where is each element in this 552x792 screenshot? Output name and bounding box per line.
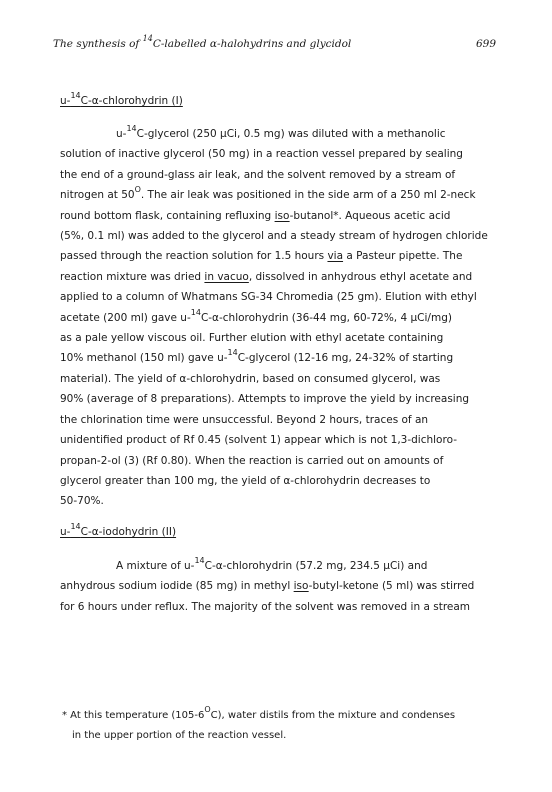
paragraph-line: A mixture of u-$^{14}$C-α-chlorohydrin (57.2 mg, 234.5 µCi) and bbox=[116, 556, 428, 572]
running-header-title: The synthesis of $^{14}$C-labelled α-halohydrins and glycidol bbox=[53, 34, 352, 50]
paragraph-line: solution of inactive glycerol (50 mg) in a reaction vessel prepared by sealing bbox=[60, 148, 463, 161]
paragraph-line: reaction mixture was dried in vacuo, dissolved in anhydrous ethyl acetate and bbox=[60, 270, 473, 283]
paragraph-line: 90% (average of 8 preparations). Attempts to improve the yield by increasing bbox=[60, 393, 470, 406]
paragraph-line: for 6 hours under reflux. The majority of the solvent was removed in a stream bbox=[60, 600, 471, 613]
paragraph-chlorohydrin bbox=[60, 124, 505, 512]
paragraph-line: (5%, 0.1 ml) was added to the glycerol and a steady stream of hydrogen chloride bbox=[60, 230, 488, 243]
section-heading-iodohydrin: u-$^{14}$C-α-iodohydrin (II) bbox=[60, 522, 177, 538]
footnote-line: * At this temperature $(105-6^OC)$, water distils from the mixture and condenses bbox=[62, 705, 456, 721]
paragraph-line: glycerol greater than 100 mg, the yield of α-chlorohydrin decreases to bbox=[60, 474, 431, 487]
paragraph-line: applied to a column of Whatmans SG-34 Chromedia (25 gm). Elution with ethyl bbox=[60, 291, 477, 304]
paragraph-line: round bottom flask, containing refluxing iso-butanol*. Aqueous acetic acid bbox=[60, 209, 451, 222]
paragraph-line: material). The yield of α-chlorohydrin, based on consumed glycerol, was bbox=[60, 372, 441, 385]
paragraph-iodohydrin bbox=[60, 556, 505, 617]
section-heading-chlorohydrin: u-$^{14}$C-α-chlorohydrin (I) bbox=[60, 91, 183, 107]
paragraph-line: u-$^{14}$C-glycerol (250 µCi, 0.5 mg) was diluted with a methanolic bbox=[116, 124, 446, 140]
paragraph-line: the end of a ground-glass air leak, and the solvent removed by a stream of bbox=[60, 168, 456, 181]
paragraph-line: propan-2-ol (3) (Rf 0.80). When the reaction is carried out on amounts of bbox=[60, 454, 444, 467]
paragraph-line: acetate (200 ml) gave u-$^{14}$C-α-chlorohydrin (36-44 mg, 60-72%, 4 µCi/mg) bbox=[60, 307, 452, 324]
paragraph-line: anhydrous sodium iodide (85 mg) in methyl iso-butyl-ketone (5 ml) was stirred bbox=[60, 580, 475, 593]
paragraph-line: nitrogen at $50^O$. The air leak was positioned in the side arm of a 250 ml 2-neck bbox=[60, 185, 476, 202]
paragraph-line: 50-70%. bbox=[60, 495, 104, 508]
footnote-line: in the upper portion of the reaction vessel. bbox=[72, 730, 287, 741]
paragraph-line: as a pale yellow viscous oil. Further elution with ethyl acetate containing bbox=[60, 332, 444, 345]
footnote bbox=[62, 706, 455, 746]
paragraph-line: unidentified product of Rf 0.45 (solvent 1) appear which is not 1,3-dichloro- bbox=[60, 434, 457, 447]
paragraph-line: 10% methanol (150 ml) gave u-$^{14}$C-glycerol (12-16 mg, 24-32% of starting bbox=[60, 348, 454, 365]
page-number: 699 bbox=[475, 38, 496, 50]
paragraph-line: passed through the reaction solution for 1.5 hours via a Pasteur pipette. The bbox=[60, 250, 463, 263]
paragraph-line: the chlorination time were unsuccessful. Beyond 2 hours, traces of an bbox=[60, 413, 429, 426]
